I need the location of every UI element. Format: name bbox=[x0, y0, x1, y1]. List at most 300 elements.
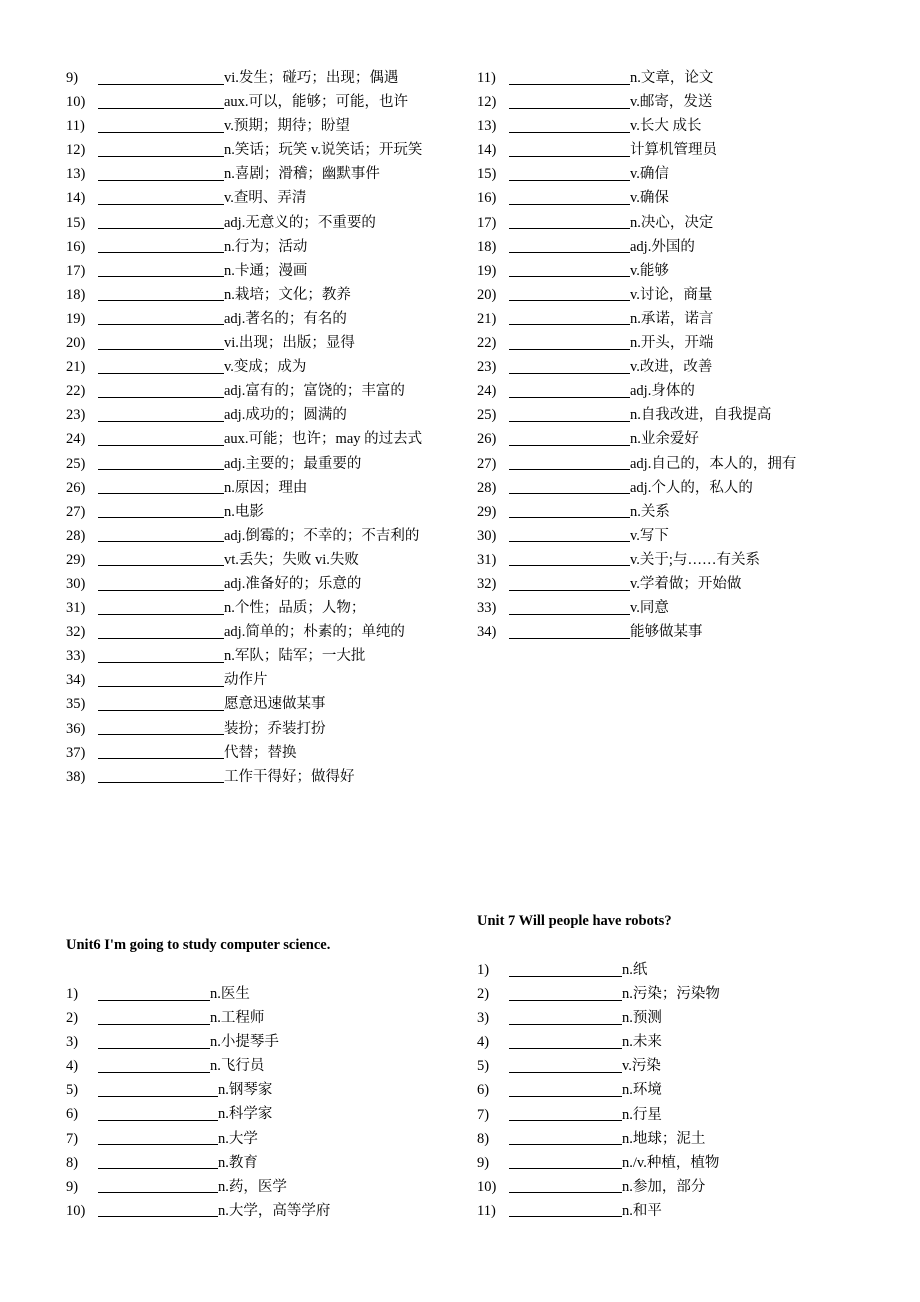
answer-blank[interactable] bbox=[509, 1008, 622, 1025]
definition: n.工程师 bbox=[210, 1010, 265, 1027]
item-number: 9) bbox=[66, 70, 79, 86]
item-number: 19) bbox=[66, 310, 86, 327]
definition: aux.可以，能够；可能，也许 bbox=[224, 94, 409, 111]
vocab-item bbox=[477, 572, 796, 596]
vocab-item bbox=[477, 452, 796, 476]
definition: n.关系 bbox=[630, 503, 670, 520]
answer-blank[interactable] bbox=[509, 357, 630, 374]
answer-blank[interactable] bbox=[509, 574, 630, 591]
definition: n.承诺，诺言 bbox=[630, 310, 714, 327]
definition: adj.自己的，本人的，拥有 bbox=[630, 455, 797, 472]
vocab-list-unit7 bbox=[477, 958, 720, 1223]
answer-blank[interactable] bbox=[98, 598, 224, 615]
item-number: 26) bbox=[66, 479, 86, 496]
vocab-item bbox=[66, 162, 422, 186]
definition: adj.准备好的；乐意的 bbox=[224, 575, 362, 592]
definition: v.预期；期待；盼望 bbox=[224, 118, 350, 135]
item-number: 27) bbox=[66, 503, 86, 520]
vocab-item bbox=[66, 1102, 330, 1126]
vocab-item bbox=[66, 1199, 330, 1223]
vocab-item bbox=[477, 235, 796, 259]
item-number: 14) bbox=[477, 142, 497, 159]
vocab-item bbox=[66, 476, 422, 500]
definition: v.讨论，商量 bbox=[630, 286, 713, 303]
item-number: 20) bbox=[477, 286, 497, 303]
item-number: 11) bbox=[477, 1202, 496, 1219]
answer-blank[interactable] bbox=[509, 405, 630, 422]
vocab-item bbox=[477, 1151, 720, 1175]
vocab-item bbox=[66, 283, 422, 307]
answer-blank[interactable] bbox=[98, 284, 224, 301]
vocab-item bbox=[477, 500, 796, 524]
vocab-item bbox=[66, 427, 422, 451]
item-number: 38) bbox=[66, 768, 86, 785]
definition: n.和平 bbox=[622, 1202, 662, 1219]
answer-blank[interactable] bbox=[509, 1200, 622, 1217]
answer-blank[interactable] bbox=[98, 694, 224, 711]
answer-blank[interactable] bbox=[98, 116, 224, 133]
vocab-item bbox=[66, 500, 422, 524]
vocab-item bbox=[66, 596, 422, 620]
vocab-item bbox=[66, 307, 422, 331]
vocab-item bbox=[66, 765, 422, 789]
answer-blank[interactable] bbox=[98, 405, 224, 422]
definition: 愿意迅速做某事 bbox=[224, 696, 326, 713]
item-number: 13) bbox=[477, 118, 497, 135]
definition: adj.无意义的；不重要的 bbox=[224, 214, 376, 231]
item-number: 3) bbox=[477, 1010, 490, 1027]
answer-blank[interactable] bbox=[509, 549, 630, 566]
definition: v.变成；成为 bbox=[224, 359, 307, 376]
answer-blank[interactable] bbox=[98, 1056, 210, 1073]
answer-blank[interactable] bbox=[98, 1128, 218, 1145]
answer-blank[interactable] bbox=[509, 212, 630, 229]
definition: n.栽培；文化；教养 bbox=[224, 286, 351, 303]
vocab-item bbox=[66, 211, 422, 235]
item-number: 10) bbox=[66, 1202, 86, 1219]
answer-blank[interactable] bbox=[509, 260, 630, 277]
definition: n./v.种植，植物 bbox=[622, 1154, 720, 1171]
definition: vt.丢失；失败 vi.失败 bbox=[224, 551, 359, 568]
answer-blank[interactable] bbox=[98, 92, 224, 109]
answer-blank[interactable] bbox=[98, 574, 224, 591]
vocab-item bbox=[477, 1175, 720, 1199]
item-number: 16) bbox=[477, 190, 497, 207]
answer-blank[interactable] bbox=[509, 188, 630, 205]
definition: vi.出现；出版；显得 bbox=[224, 335, 355, 352]
definition: n.教育 bbox=[218, 1154, 258, 1171]
vocab-item bbox=[477, 548, 796, 572]
answer-blank[interactable] bbox=[509, 284, 630, 301]
item-number: 10) bbox=[477, 1178, 497, 1195]
answer-blank[interactable] bbox=[98, 357, 224, 374]
definition: n.飞行员 bbox=[210, 1058, 265, 1075]
definition: n.预测 bbox=[622, 1010, 662, 1027]
definition: n.钢琴家 bbox=[218, 1082, 273, 1099]
definition: v.改进，改善 bbox=[630, 359, 713, 376]
definition: adj.简单的；朴素的；单纯的 bbox=[224, 624, 405, 641]
item-number: 25) bbox=[477, 407, 497, 424]
definition: v.写下 bbox=[630, 527, 669, 544]
item-number: 22) bbox=[477, 335, 497, 352]
answer-blank[interactable] bbox=[98, 236, 224, 253]
unit6-heading: Unit6 I'm going to study computer science. bbox=[66, 937, 331, 953]
answer-blank[interactable] bbox=[98, 477, 224, 494]
definition: v.能够 bbox=[630, 262, 669, 279]
item-number: 18) bbox=[477, 238, 497, 255]
item-number: 17) bbox=[66, 262, 86, 279]
vocab-item bbox=[66, 1175, 330, 1199]
answer-blank[interactable] bbox=[98, 68, 224, 85]
answer-blank[interactable] bbox=[98, 549, 224, 566]
answer-blank[interactable] bbox=[98, 718, 224, 735]
definition: n.开头，开端 bbox=[630, 335, 714, 352]
definition: vi.发生；碰巧；出现；偶遇 bbox=[224, 70, 399, 86]
item-number: 9) bbox=[66, 1178, 79, 1195]
vocab-item bbox=[477, 982, 720, 1006]
item-number: 9) bbox=[477, 1154, 490, 1171]
definition: n.自我改进，自我提高 bbox=[630, 407, 772, 424]
item-number: 28) bbox=[66, 527, 86, 544]
answer-blank[interactable] bbox=[509, 960, 622, 977]
answer-blank[interactable] bbox=[509, 1176, 622, 1193]
answer-blank[interactable] bbox=[509, 1152, 622, 1169]
definition: v.污染 bbox=[622, 1058, 661, 1075]
definition: adj.富有的；富饶的；丰富的 bbox=[224, 383, 405, 400]
item-number: 30) bbox=[66, 575, 86, 592]
item-number: 15) bbox=[477, 166, 497, 183]
vocab-item bbox=[66, 379, 422, 403]
vocab-item bbox=[477, 1054, 720, 1078]
item-number: 28) bbox=[477, 479, 497, 496]
answer-blank[interactable] bbox=[98, 622, 224, 639]
answer-blank[interactable] bbox=[98, 501, 224, 518]
definition: n.文章，论文 bbox=[630, 70, 714, 86]
answer-blank[interactable] bbox=[98, 212, 224, 229]
definition: adj.著名的；有名的 bbox=[224, 310, 347, 327]
item-number: 8) bbox=[477, 1130, 490, 1147]
vocab-item bbox=[66, 1127, 330, 1151]
item-number: 16) bbox=[66, 238, 86, 255]
item-number: 12) bbox=[477, 94, 497, 111]
vocab-item bbox=[477, 1103, 720, 1127]
item-number: 21) bbox=[477, 310, 497, 327]
answer-blank[interactable] bbox=[98, 308, 224, 325]
vocab-item bbox=[66, 452, 422, 476]
answer-blank[interactable] bbox=[98, 670, 224, 687]
answer-blank[interactable] bbox=[98, 525, 224, 542]
answer-blank[interactable] bbox=[509, 501, 630, 518]
vocab-item bbox=[477, 620, 796, 644]
vocab-list-top-right bbox=[477, 66, 796, 644]
item-number: 13) bbox=[66, 166, 86, 183]
answer-blank[interactable] bbox=[509, 236, 630, 253]
item-number: 29) bbox=[477, 503, 497, 520]
definition: n.喜剧；滑稽；幽默事件 bbox=[224, 166, 380, 183]
item-number: 2) bbox=[66, 1010, 79, 1027]
vocab-item bbox=[477, 355, 796, 379]
answer-blank[interactable] bbox=[98, 260, 224, 277]
answer-blank[interactable] bbox=[98, 766, 224, 783]
vocab-item bbox=[66, 355, 422, 379]
item-number: 32) bbox=[477, 575, 497, 592]
item-number: 1) bbox=[477, 962, 490, 978]
answer-blank[interactable] bbox=[509, 140, 630, 157]
item-number: 5) bbox=[66, 1082, 79, 1099]
vocab-item bbox=[477, 1030, 720, 1054]
vocab-item bbox=[477, 476, 796, 500]
definition: v.查明、弄清 bbox=[224, 190, 307, 207]
answer-blank[interactable] bbox=[509, 429, 630, 446]
vocab-item bbox=[66, 717, 422, 741]
vocab-item bbox=[66, 692, 422, 716]
answer-blank[interactable] bbox=[98, 742, 224, 759]
vocab-item bbox=[477, 162, 796, 186]
definition: aux.可能；也许；may 的过去式 bbox=[224, 431, 423, 448]
answer-blank[interactable] bbox=[509, 1080, 622, 1097]
definition: n.大学 bbox=[218, 1130, 258, 1147]
answer-blank[interactable] bbox=[98, 1080, 218, 1097]
answer-blank[interactable] bbox=[509, 984, 622, 1001]
answer-blank[interactable] bbox=[509, 308, 630, 325]
answer-blank[interactable] bbox=[509, 525, 630, 542]
answer-blank[interactable] bbox=[509, 381, 630, 398]
definition: n.小提琴手 bbox=[210, 1034, 279, 1051]
vocab-item bbox=[477, 66, 796, 90]
vocab-item bbox=[66, 548, 422, 572]
item-number: 4) bbox=[66, 1058, 79, 1075]
definition: n.卡通；漫画 bbox=[224, 262, 308, 279]
answer-blank[interactable] bbox=[509, 92, 630, 109]
definition: 计算机管理员 bbox=[630, 142, 717, 159]
item-number: 35) bbox=[66, 696, 86, 713]
vocab-item bbox=[477, 427, 796, 451]
answer-blank[interactable] bbox=[98, 164, 224, 181]
item-number: 17) bbox=[477, 214, 497, 231]
definition: n.纸 bbox=[622, 962, 648, 978]
definition: adj.成功的；圆满的 bbox=[224, 407, 347, 424]
definition: 代替；替换 bbox=[224, 744, 297, 761]
item-number: 24) bbox=[66, 431, 86, 448]
item-number: 34) bbox=[477, 624, 497, 641]
answer-blank[interactable] bbox=[509, 1056, 622, 1073]
vocab-item bbox=[66, 572, 422, 596]
definition: n.行星 bbox=[622, 1106, 662, 1123]
vocab-item bbox=[66, 1030, 330, 1054]
definition: n.污染；污染物 bbox=[622, 986, 720, 1003]
item-number: 12) bbox=[66, 142, 86, 159]
definition: n.军队；陆军；一大批 bbox=[224, 648, 366, 665]
answer-blank[interactable] bbox=[98, 333, 224, 350]
definition: adj.外国的 bbox=[630, 238, 695, 255]
item-number: 31) bbox=[66, 600, 86, 617]
definition: 能够做某事 bbox=[630, 624, 703, 641]
vocab-item bbox=[66, 331, 422, 355]
vocab-item bbox=[66, 524, 422, 548]
answer-blank[interactable] bbox=[98, 429, 224, 446]
answer-blank[interactable] bbox=[98, 1152, 218, 1169]
definition: adj.主要的；最重要的 bbox=[224, 455, 362, 472]
vocab-item bbox=[66, 1054, 330, 1078]
vocab-item bbox=[66, 90, 422, 114]
definition: n.决心，决定 bbox=[630, 214, 714, 231]
answer-blank[interactable] bbox=[98, 1008, 210, 1025]
answer-blank[interactable] bbox=[98, 1104, 218, 1121]
definition: v.学着做；开始做 bbox=[630, 575, 742, 592]
item-number: 33) bbox=[477, 600, 497, 617]
vocab-item bbox=[477, 331, 796, 355]
vocab-item bbox=[477, 259, 796, 283]
definition: 工作干得好；做得好 bbox=[224, 768, 355, 785]
vocab-item bbox=[477, 138, 796, 162]
vocab-item bbox=[477, 1006, 720, 1030]
vocab-item bbox=[477, 596, 796, 620]
answer-blank[interactable] bbox=[509, 1032, 622, 1049]
answer-blank[interactable] bbox=[98, 188, 224, 205]
item-number: 6) bbox=[66, 1106, 79, 1123]
item-number: 7) bbox=[477, 1106, 490, 1123]
item-number: 19) bbox=[477, 262, 497, 279]
definition: n.医生 bbox=[210, 986, 250, 1002]
answer-blank[interactable] bbox=[509, 453, 630, 470]
vocab-item bbox=[477, 1078, 720, 1102]
definition: n.未来 bbox=[622, 1034, 662, 1051]
vocab-item bbox=[66, 1078, 330, 1102]
definition: v.长大 成长 bbox=[630, 118, 702, 135]
vocab-item bbox=[477, 1127, 720, 1151]
definition: n.参加，部分 bbox=[622, 1178, 706, 1195]
item-number: 27) bbox=[477, 455, 497, 472]
answer-blank[interactable] bbox=[509, 333, 630, 350]
definition: n.科学家 bbox=[218, 1106, 273, 1123]
vocab-item bbox=[477, 403, 796, 427]
vocab-item bbox=[477, 283, 796, 307]
answer-blank[interactable] bbox=[509, 68, 630, 85]
vocab-list-unit6 bbox=[66, 982, 330, 1223]
item-number: 31) bbox=[477, 551, 497, 568]
definition: n.药，医学 bbox=[218, 1178, 287, 1195]
answer-blank[interactable] bbox=[98, 984, 210, 1001]
vocab-item bbox=[477, 211, 796, 235]
answer-blank[interactable] bbox=[509, 598, 630, 615]
vocab-item bbox=[477, 186, 796, 210]
item-number: 34) bbox=[66, 672, 86, 689]
definition: 装扮；乔装打扮 bbox=[224, 720, 326, 737]
vocab-item bbox=[66, 186, 422, 210]
answer-blank[interactable] bbox=[98, 453, 224, 470]
item-number: 15) bbox=[66, 214, 86, 231]
definition: v.同意 bbox=[630, 600, 669, 617]
item-number: 8) bbox=[66, 1154, 79, 1171]
item-number: 7) bbox=[66, 1130, 79, 1147]
definition: v.关于;与……有关系 bbox=[630, 551, 760, 568]
answer-blank[interactable] bbox=[509, 1104, 622, 1121]
item-number: 11) bbox=[66, 118, 85, 135]
definition: n.电影 bbox=[224, 503, 264, 520]
answer-blank[interactable] bbox=[98, 381, 224, 398]
vocab-item bbox=[66, 1006, 330, 1030]
answer-blank[interactable] bbox=[509, 622, 630, 639]
item-number: 20) bbox=[66, 335, 86, 352]
vocab-item bbox=[477, 524, 796, 548]
definition: n.业余爱好 bbox=[630, 431, 699, 448]
vocab-item bbox=[477, 379, 796, 403]
answer-blank[interactable] bbox=[509, 164, 630, 181]
item-number: 30) bbox=[477, 527, 497, 544]
vocab-item bbox=[66, 620, 422, 644]
answer-blank[interactable] bbox=[98, 1032, 210, 1049]
vocab-item bbox=[477, 114, 796, 138]
vocab-item bbox=[66, 66, 422, 90]
item-number: 1) bbox=[66, 986, 79, 1002]
item-number: 26) bbox=[477, 431, 497, 448]
answer-blank[interactable] bbox=[509, 477, 630, 494]
item-number: 22) bbox=[66, 383, 86, 400]
vocab-list-top-left bbox=[66, 66, 422, 789]
item-number: 23) bbox=[66, 407, 86, 424]
definition: adj.个人的，私人的 bbox=[630, 479, 753, 496]
vocab-item bbox=[477, 90, 796, 114]
item-number: 14) bbox=[66, 190, 86, 207]
item-number: 10) bbox=[66, 94, 86, 111]
vocab-item bbox=[477, 958, 720, 982]
vocab-item bbox=[66, 235, 422, 259]
vocab-item bbox=[66, 1151, 330, 1175]
answer-blank[interactable] bbox=[98, 140, 224, 157]
unit7-heading: Unit 7 Will people have robots? bbox=[477, 913, 672, 929]
item-number: 33) bbox=[66, 648, 86, 665]
definition: 动作片 bbox=[224, 672, 268, 689]
item-number: 6) bbox=[477, 1082, 490, 1099]
definition: n.环境 bbox=[622, 1082, 662, 1099]
item-number: 5) bbox=[477, 1058, 490, 1075]
item-number: 2) bbox=[477, 986, 490, 1003]
vocab-item bbox=[66, 668, 422, 692]
item-number: 32) bbox=[66, 624, 86, 641]
item-number: 25) bbox=[66, 455, 86, 472]
definition: n.笑话；玩笑 v.说笑话；开玩笑 bbox=[224, 142, 423, 159]
definition: v.邮寄，发送 bbox=[630, 94, 713, 111]
vocab-item bbox=[477, 1199, 720, 1223]
definition: n.大学，高等学府 bbox=[218, 1202, 331, 1219]
definition: adj.倒霉的；不幸的；不吉利的 bbox=[224, 527, 420, 544]
answer-blank[interactable] bbox=[98, 646, 224, 663]
definition: v.确信 bbox=[630, 166, 669, 183]
vocab-item bbox=[66, 138, 422, 162]
vocab-item bbox=[66, 403, 422, 427]
answer-blank[interactable] bbox=[98, 1176, 218, 1193]
item-number: 29) bbox=[66, 551, 86, 568]
definition: v.确保 bbox=[630, 190, 669, 207]
vocab-item bbox=[66, 741, 422, 765]
answer-blank[interactable] bbox=[98, 1200, 218, 1217]
vocab-item bbox=[66, 259, 422, 283]
answer-blank[interactable] bbox=[509, 1128, 622, 1145]
answer-blank[interactable] bbox=[509, 116, 630, 133]
item-number: 24) bbox=[477, 383, 497, 400]
vocab-item bbox=[66, 982, 330, 1006]
vocab-item bbox=[66, 114, 422, 138]
item-number: 23) bbox=[477, 359, 497, 376]
item-number: 36) bbox=[66, 720, 86, 737]
item-number: 4) bbox=[477, 1034, 490, 1051]
item-number: 21) bbox=[66, 359, 86, 376]
item-number: 18) bbox=[66, 286, 86, 303]
definition: adj.身体的 bbox=[630, 383, 695, 400]
definition: n.行为；活动 bbox=[224, 238, 308, 255]
item-number: 37) bbox=[66, 744, 86, 761]
definition: n.原因；理由 bbox=[224, 479, 308, 496]
